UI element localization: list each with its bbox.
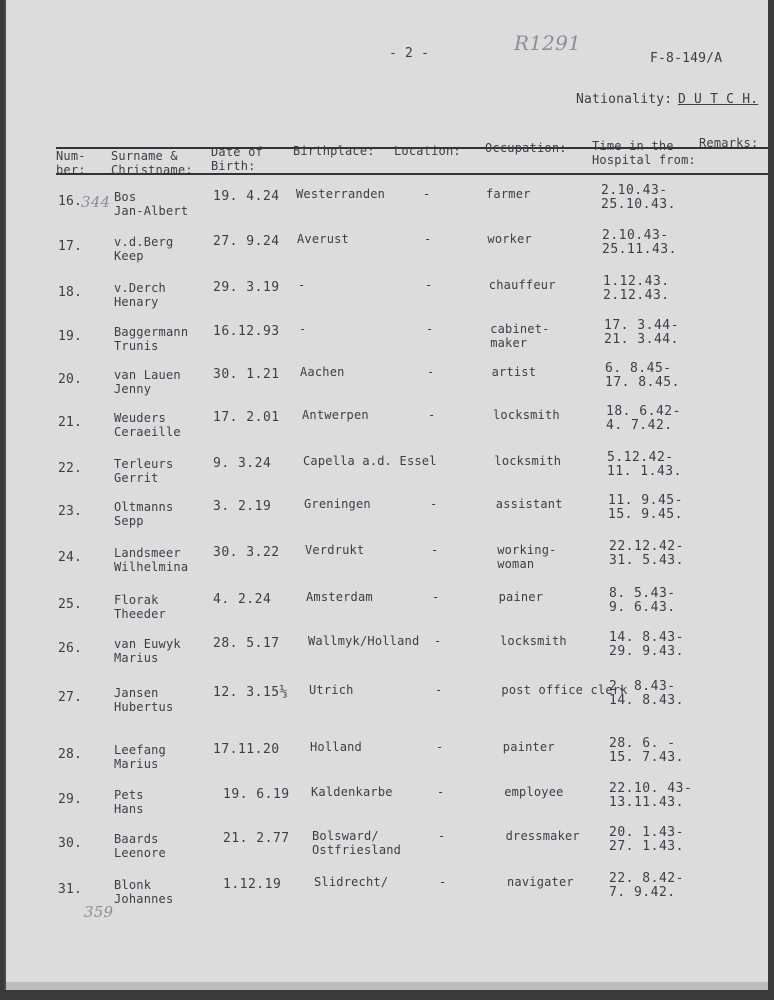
date-of-birth: 19. 6.19 xyxy=(223,787,290,802)
date-of-birth: 3. 2.19 xyxy=(213,499,272,514)
date-of-birth: 17.11.20 xyxy=(213,742,280,757)
document-reference: F-8-149/A xyxy=(650,51,723,66)
column-header-name: Surname & Christname: xyxy=(111,149,193,177)
birthplace: - xyxy=(299,322,307,336)
row-number: 19. xyxy=(58,329,83,344)
occupation: dressmaker xyxy=(505,829,580,843)
date-of-birth: 9. 3.24 xyxy=(213,456,272,471)
location: - xyxy=(426,322,434,336)
birthplace: Amsterdam xyxy=(306,590,373,604)
birthplace: Holland xyxy=(310,740,362,754)
hospital-time: 14. 8.43- 29. 9.43. xyxy=(609,630,684,659)
date-of-birth: 21. 2.77 xyxy=(223,831,290,846)
row-number: 18. xyxy=(58,285,83,300)
birthplace: Bolsward/ Ostfriesland xyxy=(312,829,402,857)
date-of-birth: 29. 3.19 xyxy=(213,280,280,295)
hospital-time: 5.12.42- 11. 1.43. xyxy=(607,450,682,479)
location: - xyxy=(425,278,433,292)
hospital-time: 6. 8.45- 17. 8.45. xyxy=(605,361,680,390)
location: - xyxy=(437,785,445,799)
page-number: - 2 - xyxy=(389,46,430,61)
occupation: locksmith xyxy=(500,634,567,648)
location: - xyxy=(439,875,447,889)
location: - xyxy=(436,740,444,754)
birthplace: Slidrecht/ xyxy=(314,875,389,889)
row-number: 30. xyxy=(58,836,83,851)
date-of-birth: 28. 5.17 xyxy=(213,636,280,651)
hospital-time: 11. 9.45- 15. 9.45. xyxy=(608,493,683,522)
hospital-time: 22.12.42- 31. 5.43. xyxy=(609,539,684,568)
surname-christname: Baards Leenore xyxy=(114,832,166,860)
birthplace: Antwerpen xyxy=(302,408,369,422)
nationality-label: Nationality: xyxy=(576,92,673,107)
column-header-hospital-time: Time in the Hospital from: xyxy=(592,139,696,167)
occupation: chauffeur xyxy=(488,278,556,292)
birthplace: Greningen xyxy=(304,497,371,511)
hospital-time: 2. 8.43- 14. 8.43. xyxy=(609,679,684,708)
column-header-location: Location: xyxy=(394,144,461,158)
surname-christname: Oltmanns Sepp xyxy=(114,500,174,528)
row-number: 22. xyxy=(58,461,83,476)
occupation: farmer xyxy=(486,187,531,201)
surname-christname: Leefang Marius xyxy=(114,743,166,771)
handwritten-note: 344 xyxy=(81,193,111,211)
row-number: 27. xyxy=(58,690,83,705)
row-number: 23. xyxy=(58,504,83,519)
column-header-birthplace: Birthplace: xyxy=(293,144,375,158)
birthplace: Aachen xyxy=(300,365,345,379)
row-number: 17. xyxy=(58,239,83,254)
row-number: 21. xyxy=(58,415,83,430)
date-of-birth: 30. 1.21 xyxy=(213,367,280,382)
birthplace: Utrich xyxy=(309,683,354,697)
date-of-birth: 4. 2.24 xyxy=(213,592,272,607)
birthplace: Westerranden xyxy=(296,187,386,201)
occupation: assistant xyxy=(495,497,563,511)
date-of-birth: 12. 3.15⅓ xyxy=(213,685,288,700)
hospital-time: 18. 6.42- 4. 7.42. xyxy=(606,404,681,433)
surname-christname: Landsmeer Wilhelmina xyxy=(114,546,189,574)
row-number: 25. xyxy=(58,597,83,612)
hospital-time: 8. 5.43- 9. 6.43. xyxy=(609,586,676,615)
surname-christname: van Euwyk Marius xyxy=(114,637,181,665)
hospital-time: 17. 3.44- 21. 3.44. xyxy=(604,318,679,347)
handwritten-note: 359 xyxy=(84,903,114,921)
hospital-time: 22. 8.42- 7. 9.42. xyxy=(609,871,684,900)
birthplace: Capella a.d. Essel xyxy=(303,454,437,468)
location: - xyxy=(438,829,446,843)
birthplace: Kaldenkarbe xyxy=(311,785,393,799)
handwritten-reference: R1291 xyxy=(514,31,581,55)
row-number: 24. xyxy=(58,550,83,565)
surname-christname: v.d.Berg Keep xyxy=(114,235,174,263)
date-of-birth: 27. 9.24 xyxy=(213,234,280,249)
row-number: 26. xyxy=(58,641,83,656)
location: - xyxy=(431,543,439,557)
occupation: worker xyxy=(487,232,532,246)
birthplace: Wallmyk/Holland xyxy=(308,634,420,648)
location: - xyxy=(430,497,438,511)
occupation: post office clerk xyxy=(501,683,628,697)
occupation: employee xyxy=(504,785,564,799)
hospital-time: 1.12.43. 2.12.43. xyxy=(603,274,670,303)
hospital-time: 20. 1.43- 27. 1.43. xyxy=(609,825,684,854)
surname-christname: Bos Jan-Albert xyxy=(114,190,189,218)
location: - xyxy=(423,187,431,201)
column-header-occupation: Occupation: xyxy=(485,141,567,155)
surname-christname: Florak Theeder xyxy=(114,593,166,621)
nationality-value: D U T C H. xyxy=(678,92,759,107)
row-number: 16. xyxy=(58,194,83,209)
date-of-birth: 1.12.19 xyxy=(223,877,282,892)
hospital-time: 28. 6. - 15. 7.43. xyxy=(609,736,684,765)
location: - xyxy=(432,590,440,604)
date-of-birth: 16.12.93 xyxy=(213,324,280,339)
document-page xyxy=(4,0,768,990)
occupation: painer xyxy=(498,590,544,604)
birthplace: - xyxy=(298,278,306,292)
location: - xyxy=(427,365,435,379)
row-number: 29. xyxy=(58,792,83,807)
occupation: locksmith xyxy=(494,454,562,468)
surname-christname: Pets Hans xyxy=(114,788,144,816)
hospital-time: 2.10.43- 25.10.43. xyxy=(601,183,676,212)
row-number: 31. xyxy=(58,882,83,897)
location: - xyxy=(435,683,443,697)
location: - xyxy=(424,232,432,246)
date-of-birth: 19. 4.24 xyxy=(213,189,280,204)
occupation: painter xyxy=(502,740,555,754)
surname-christname: Baggermann Trunis xyxy=(114,325,189,353)
location: - xyxy=(434,634,442,648)
occupation: locksmith xyxy=(493,408,560,422)
occupation: artist xyxy=(491,365,537,379)
occupation: navigater xyxy=(507,875,574,889)
birthplace: Averust xyxy=(297,232,349,246)
surname-christname: Jansen Hubertus xyxy=(114,686,174,714)
hospital-time: 2.10.43- 25.11.43. xyxy=(602,228,677,257)
column-header-date-of-birth: Date of Birth: xyxy=(211,145,263,173)
surname-christname: Weuders Ceraeille xyxy=(114,411,181,439)
surname-christname: v.Derch Henary xyxy=(114,281,166,309)
date-of-birth: 17. 2.01 xyxy=(213,410,280,425)
surname-christname: Blonk Johannes xyxy=(114,878,174,906)
column-header-remarks: Remarks: xyxy=(699,136,759,150)
birthplace: Verdrukt xyxy=(305,543,365,557)
row-number: 20. xyxy=(58,372,83,387)
surname-christname: van Lauen Jenny xyxy=(114,368,181,396)
column-header-number: Num- ber: xyxy=(56,149,86,177)
row-number: 28. xyxy=(58,747,83,762)
surname-christname: Terleurs Gerrit xyxy=(114,457,174,485)
date-of-birth: 30. 3.22 xyxy=(213,545,280,560)
occupation: working- woman xyxy=(497,543,557,571)
location: - xyxy=(428,408,436,422)
hospital-time: 22.10. 43- 13.11.43. xyxy=(609,781,693,810)
occupation: cabinet- maker xyxy=(490,322,550,350)
